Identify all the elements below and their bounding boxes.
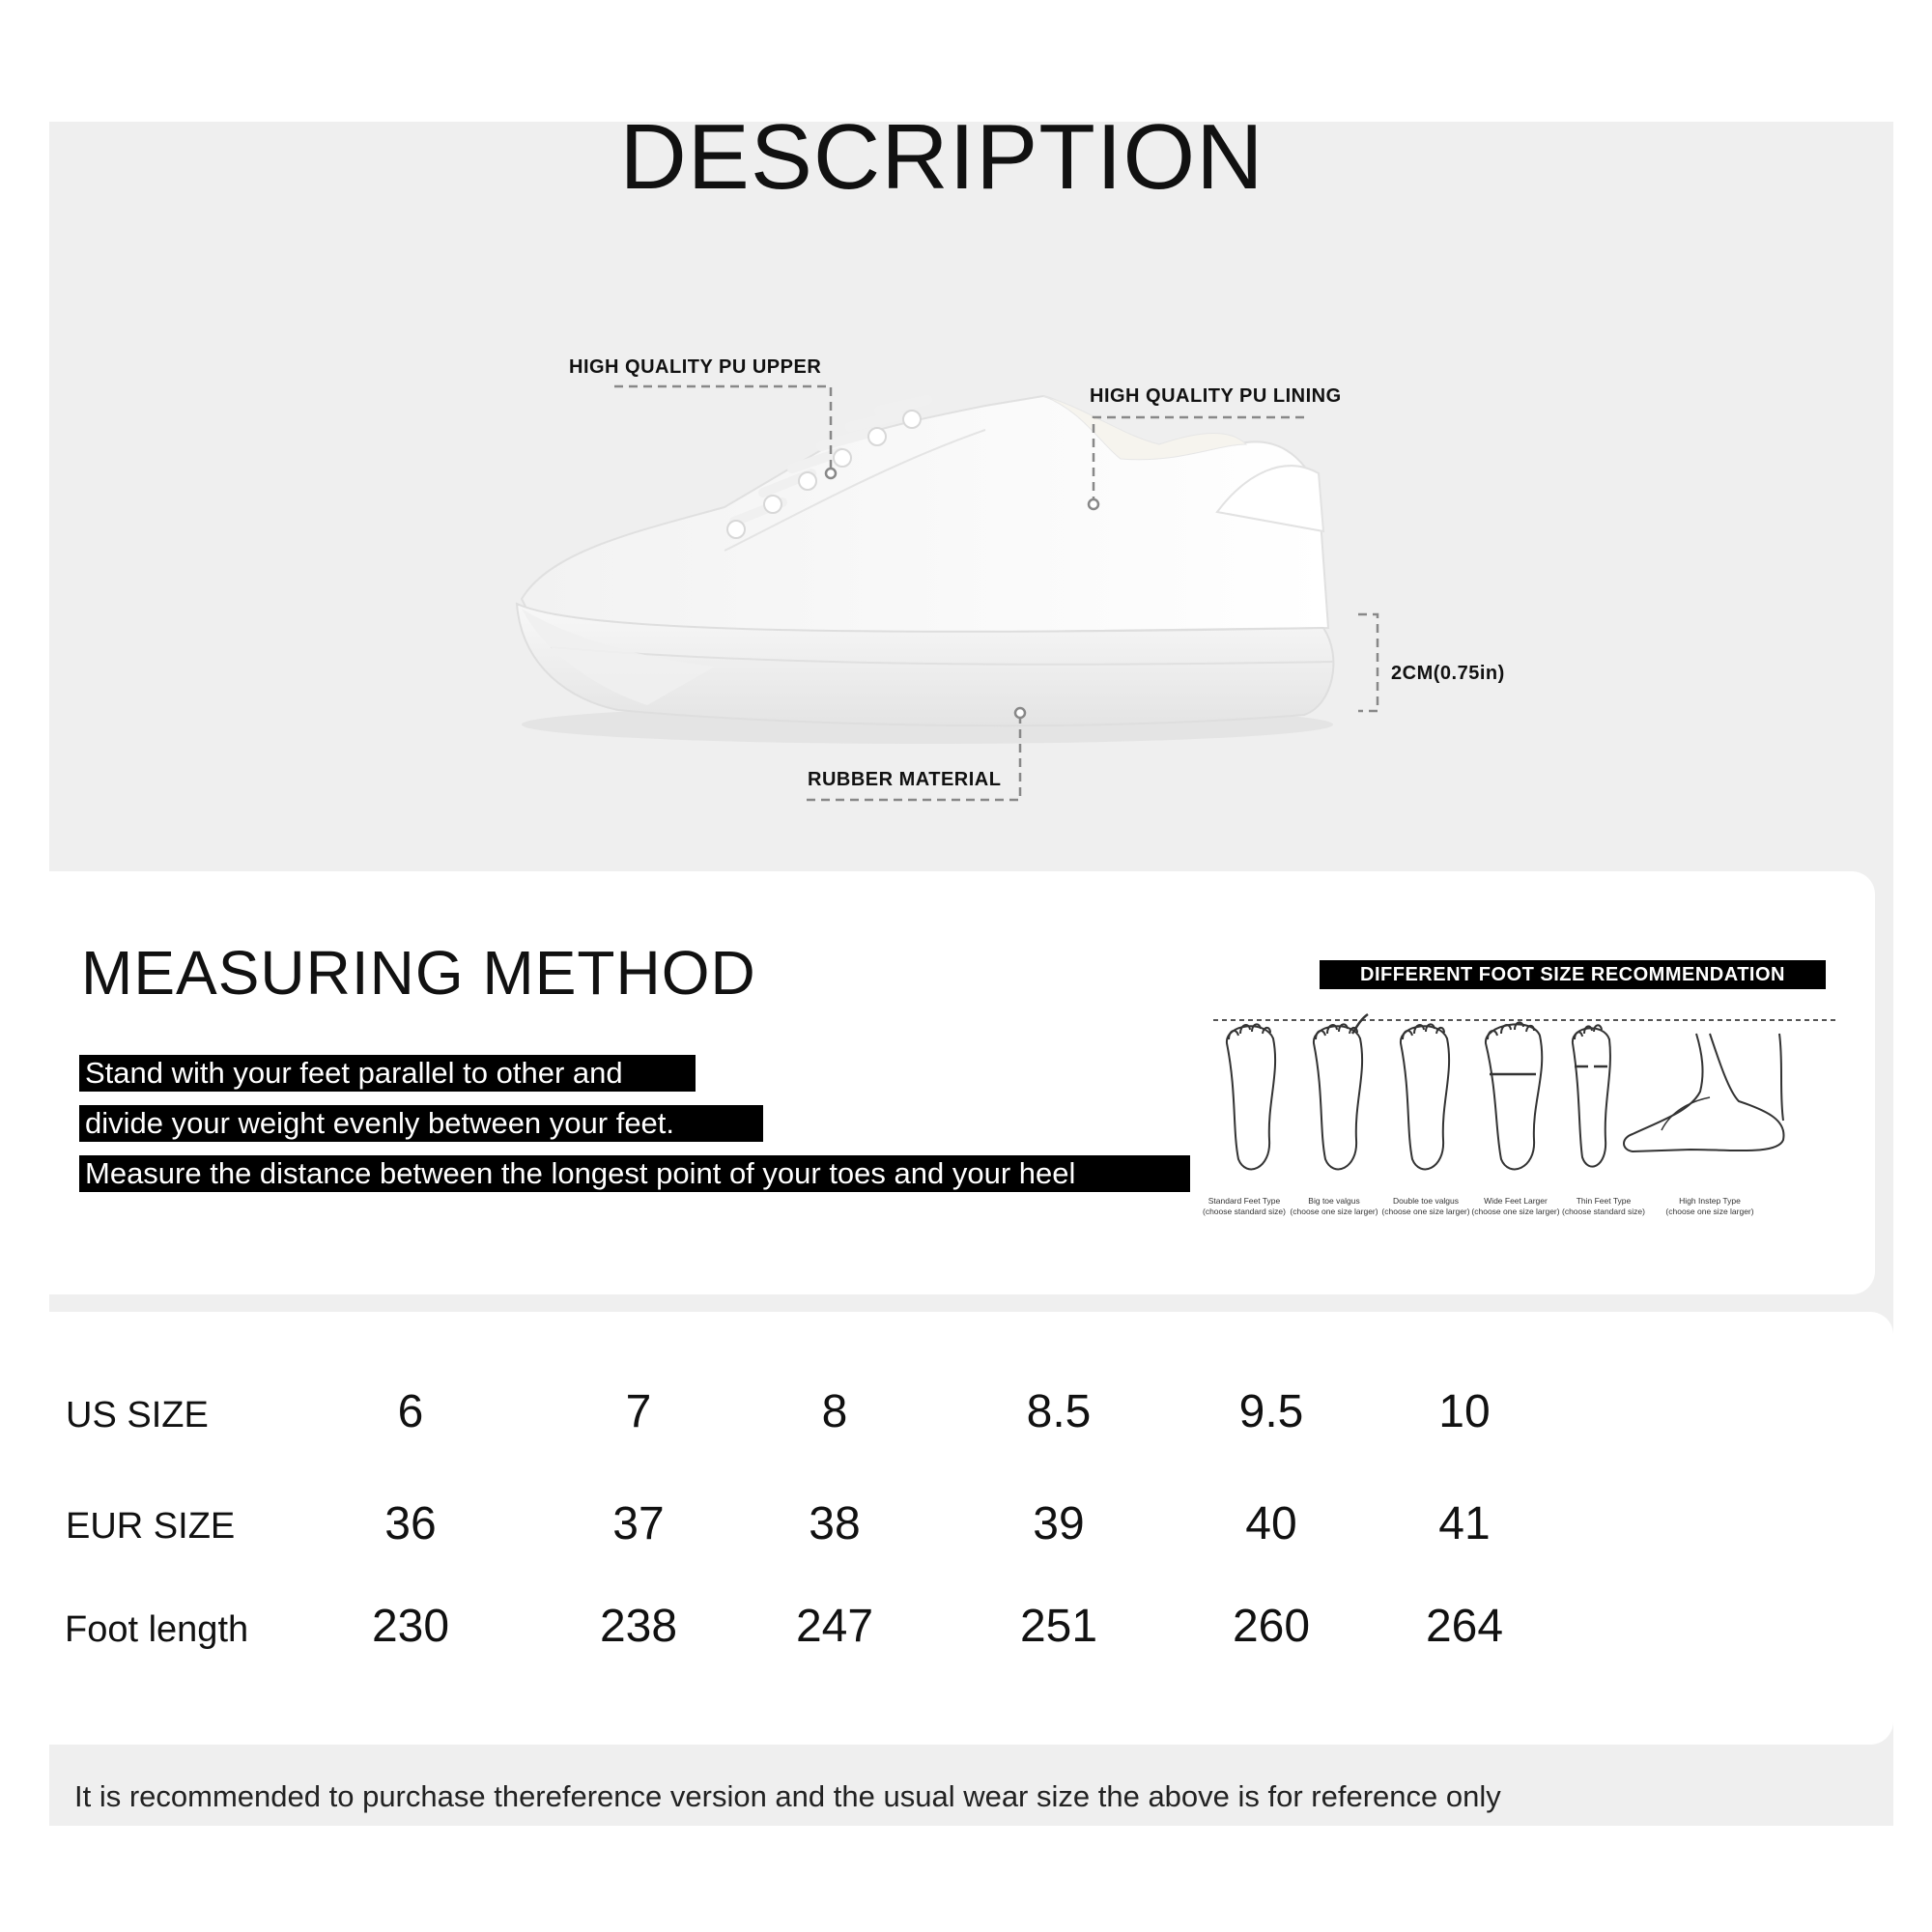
size-cell: 264 bbox=[1425, 1601, 1504, 1652]
height-callout: 2CM(0.75in) bbox=[1391, 663, 1505, 684]
lining-callout: HIGH QUALITY PU LINING bbox=[1090, 385, 1342, 407]
size-cell: 36 bbox=[384, 1498, 437, 1549]
size-cell: 41 bbox=[1438, 1498, 1491, 1549]
recommendation-banner: DIFFERENT FOOT SIZE RECOMMENDATION bbox=[1320, 960, 1826, 989]
instruction-line: Stand with your feet parallel to other and bbox=[79, 1055, 696, 1092]
instruction-line: divide your weight evenly between your feet. bbox=[79, 1105, 763, 1142]
foot-types-illustration bbox=[1208, 1005, 1845, 1198]
foot-caption-double-toe: Double toe valgus (choose one size larger) bbox=[1381, 1196, 1470, 1216]
foot-caption-wide: Wide Feet Larger (choose one size larger) bbox=[1471, 1196, 1560, 1216]
foot-caption-thin: Thin Feet Type (choose standard size) bbox=[1562, 1196, 1645, 1216]
size-cell: 39 bbox=[1033, 1498, 1085, 1549]
upper-callout: HIGH QUALITY PU UPPER bbox=[569, 356, 822, 378]
foot-icon bbox=[1401, 1026, 1449, 1169]
row-label-us: US SIZE bbox=[66, 1395, 209, 1435]
foot-icon bbox=[1573, 1028, 1610, 1166]
size-cell: 251 bbox=[1019, 1601, 1098, 1652]
foot-caption-high-instep: High Instep Type (choose one size larger) bbox=[1665, 1196, 1754, 1216]
foot-icon bbox=[1624, 1034, 1784, 1151]
foot-caption-standard: Standard Feet Type (choose standard size) bbox=[1203, 1196, 1286, 1216]
size-table-card bbox=[49, 1312, 1893, 1745]
size-cell: 40 bbox=[1245, 1498, 1297, 1549]
size-cell: 8.5 bbox=[1026, 1386, 1092, 1437]
sneaker-illustration bbox=[483, 338, 1410, 821]
size-cell: 7 bbox=[625, 1386, 652, 1437]
foot-icon bbox=[1314, 1026, 1362, 1169]
measuring-title: MEASURING METHOD bbox=[81, 938, 756, 1008]
instruction-line: Measure the distance between the longest point of your toes and your heel bbox=[79, 1155, 1190, 1192]
description-title: DESCRIPTION bbox=[619, 105, 1264, 209]
foot-icon bbox=[1486, 1024, 1542, 1169]
footnote: It is recommended to purchase thereference version and the usual wear size the above is for reference only bbox=[74, 1779, 1501, 1813]
size-cell: 10 bbox=[1438, 1386, 1491, 1437]
sole-callout: RUBBER MATERIAL bbox=[808, 769, 1002, 790]
foot-icon bbox=[1227, 1026, 1275, 1169]
size-cell: 38 bbox=[809, 1498, 861, 1549]
size-cell: 260 bbox=[1232, 1601, 1311, 1652]
size-cell: 247 bbox=[795, 1601, 874, 1652]
size-cell: 9.5 bbox=[1238, 1386, 1304, 1437]
foot-caption-big-toe: Big toe valgus (choose one size larger) bbox=[1290, 1196, 1378, 1216]
size-cell: 6 bbox=[397, 1386, 424, 1437]
row-label-eur: EUR SIZE bbox=[66, 1506, 236, 1547]
row-label-foot-length: Foot length bbox=[65, 1609, 249, 1650]
size-cell: 238 bbox=[599, 1601, 678, 1652]
size-cell: 37 bbox=[612, 1498, 665, 1549]
size-cell: 230 bbox=[371, 1601, 450, 1652]
size-cell: 8 bbox=[821, 1386, 848, 1437]
